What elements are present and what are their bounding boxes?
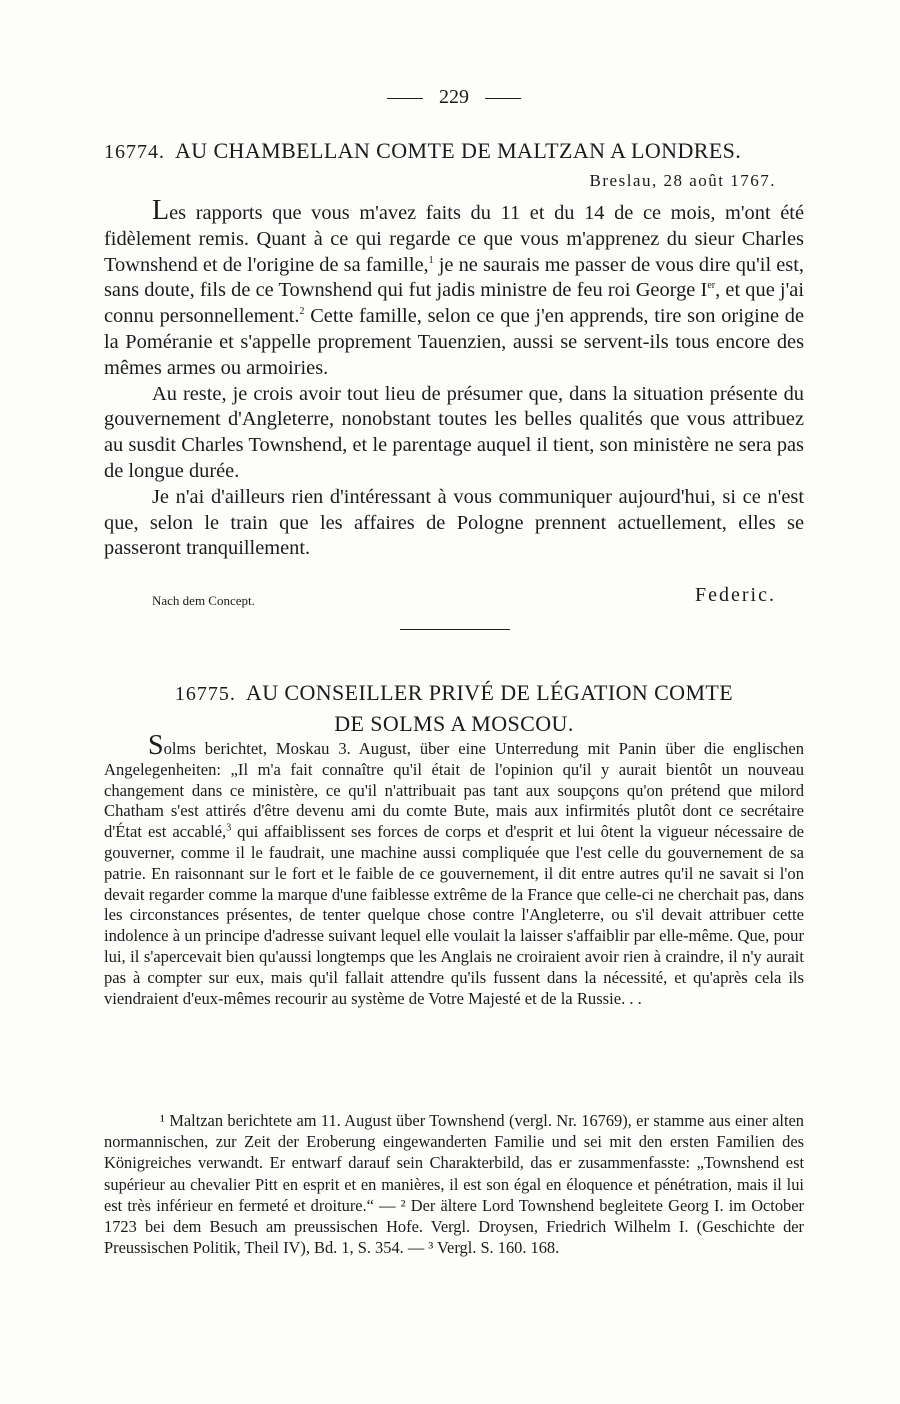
letter-1-paragraph-2: Au reste, je crois avoir tout lieu de présumer que, dans la situation présente du gouvernement d'Angleterre, nonobstant toutes les belles qualités que vous attribuez au susdit Charles Townshend, et le parentage auquel il tient, son ministère ne sera pas de longue durée. — [104, 382, 804, 482]
letter-2-dropcap: S — [148, 730, 164, 761]
paragraph-text: Cette famille, selon ce que j'en apprends, tire son origine de la Poméranie et s'appelle proprement Tauenzien, aussi se servent-ils tous encore des mêmes armes ou armoiries. — [104, 305, 804, 379]
signature: Federic. — [695, 584, 776, 606]
letter-2-title — [104, 678, 804, 739]
letter-1-title — [104, 138, 804, 164]
footnote-ref-2: 2 — [299, 306, 305, 318]
footnote-ref-1: 1 — [428, 254, 434, 266]
paragraph-text: olms berichtet, Moskau 3. August, über eine Unterredung mit Panin über die englischen Angelegenheiten: „Il m'a fait connaître qu'il était de l'opinion qu'il y aurait bientôt un nouveau changement dans ce ministère, ce qu'il n'attribuait pas tant aux soupçons qu'on prétend que milord Chatham s'est attirés d'être devenu ami du comte Bute, mais aux infirmités plutôt dont ce secrétaire d'État est accablé, — [104, 739, 804, 842]
letter-1-dropcap: L — [152, 195, 170, 226]
section-divider — [400, 629, 510, 630]
paragraph-text: je ne saurais me passer de vous dire qu'il est, sans doute, fils de ce Townshend qui fut jadis ministre de feu roi George I — [104, 253, 805, 302]
page-header — [104, 86, 804, 109]
page-number: 229 — [439, 86, 469, 108]
footnote-text: ¹ Maltzan berichtete am 11. August über Townshend (vergl. Nr. 16769), er stamme aus einer alten normannischen, zur Zeit der Eroberung eingewanderten Familie und sei mit den ersten Familien des Königreiches verwandt. Er entwarf darauf sein Charakterbild, das er zusammenfasste: „Townshend est supérieur au chevalier Pitt en esprit et en manières, il est son égal en éloquence et pénétration, mais il lui est très inférieur en fermeté et droiture.“ — ² Der ältere Lord Townshend begleitete Georg I. im October 1723 bei dem Besuch am preussischen Hofe. Vergl. Droysen, Friedrich Wilhelm I. (Geschichte der Preussischen Politik, Theil IV), Bd. 1, S. 354. — ³ Vergl. S. 160. 168. — [104, 1111, 804, 1258]
header-rule-left — [387, 98, 423, 99]
paragraph-text: es rapports que vous m'avez faits du 11 et du 14 de ce mois, m'ont été fidèlement remis. Quant à ce qui regarde ce que vous m'apprenez du sieur Charles Townshend et de l'origine de sa famille, — [104, 202, 804, 276]
letter-1-paragraph-3: Je n'ai d'ailleurs rien d'intéressant à vous communiquer aujourd'hui, si ce n'est que, selon le train que les affaires de Pologne prennent actuellement, elles se passeront tranquillement. — [104, 485, 804, 560]
letter-2-paragraph — [104, 730, 804, 1009]
paragraph-text: , et que j'ai connu personnellement. — [104, 279, 804, 328]
letter-1-date: Breslau, 28 août 1767. — [589, 171, 776, 190]
letter-2-number: 16775. — [174, 683, 236, 705]
letter-2-body — [104, 730, 804, 1009]
letter-1-heading: AU CHAMBELLAN COMTE DE MALTZAN A LONDRES. — [175, 138, 742, 163]
letter-1-paragraph-1 — [104, 195, 805, 382]
superscript-er: er — [707, 280, 716, 292]
letter-2-title-line-2: DE SOLMS A MOSCOU. — [334, 711, 574, 736]
letter-1-number: 16774. — [104, 141, 165, 163]
header-rule-right — [485, 98, 521, 99]
footnotes — [104, 1110, 804, 1258]
paragraph-text: qui affaiblissent ses forces de corps et d'esprit et lui ôtent la vigueur nécessaire de gouverner, comme il le faudrait, une machine aussi compliquée que l'est celle du gouvernement de sa patrie. En raisonnant sur le fort et le faible de ce gouvernement, il dit entre autres qu'il ne savait si l'on devait regarder comme la marque d'une faiblesse extrême de la France que celle-ci ne cherchait pas, dans les circonstances présentes, de tenter quelque chose contre l'Angleterre, ou s'il devait attribuer cette indolence à un principe d'adresse suivant lequel elle voulait la laisser s'affaiblir par elle-même. Que, pour lui, il s'apercevait bien qu'aussi longtemps que les Anglais ne croiraient avoir rien à craindre, il n'y aurait pas à compter sur eux, mais qu'il fallait attendre qu'ils fussent dans la nécessité, et qu'après cela ils viendraient d'eux-mêmes recourir au système de Votre Majesté et de la Russie. . . — [104, 822, 804, 1008]
letter-1-body — [104, 195, 805, 562]
letter-2-title-line-1 — [104, 678, 804, 709]
footnote-ref-3: 3 — [226, 822, 232, 834]
source-note: Nach dem Concept. — [152, 593, 255, 608]
letter-2-heading-1: AU CONSEILLER PRIVÉ DE LÉGATION COMTE — [245, 680, 734, 705]
letter-1-closing — [104, 584, 804, 610]
